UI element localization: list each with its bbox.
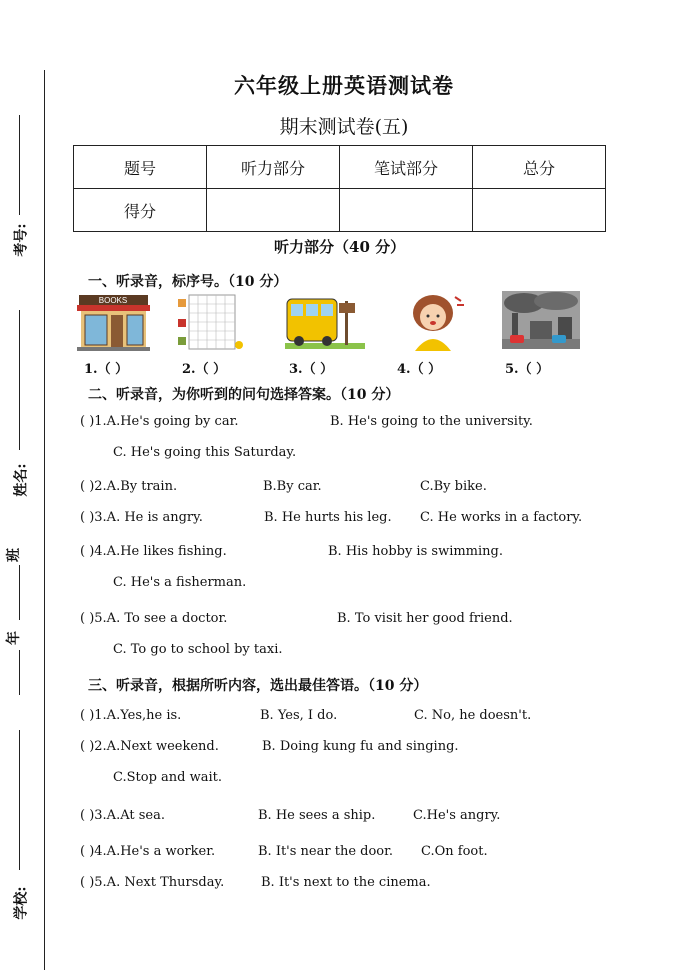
s2-q1-option-c[interactable]: C. He's going this Saturday.: [113, 445, 297, 460]
s3-q1-option-b[interactable]: B. Yes, I do.: [260, 708, 338, 723]
table-header-cell: 题号: [74, 146, 207, 189]
section1-title: 一、听录音，标序号。（10 分）: [88, 274, 288, 290]
picture-number-3: 3.（ ）: [289, 362, 334, 377]
score-cell[interactable]: [207, 189, 340, 232]
s3-q5-option-b[interactable]: B. It's next to the cinema.: [261, 875, 431, 890]
table-header-cell: 笔试部分: [340, 146, 473, 189]
s3-q4-option-a[interactable]: ( )4.A.He's a worker.: [80, 844, 216, 859]
s2-q5-option-b[interactable]: B. To visit her good friend.: [337, 611, 513, 626]
s2-q5-option-c[interactable]: C. To go to school by taxi.: [113, 642, 283, 657]
s2-q2-option-c[interactable]: C.By bike.: [420, 479, 487, 494]
sick-girl-picture: [405, 291, 467, 351]
s3-q2-option-a[interactable]: ( )2.A.Next weekend.: [80, 739, 219, 754]
bus-stop-picture: [285, 291, 365, 351]
picture-number-5: 5.（ ）: [505, 362, 550, 377]
page-subtitle: 期末测试卷(五): [279, 116, 409, 138]
s2-q4-option-c[interactable]: C. He's a fisherman.: [113, 575, 247, 590]
s2-q5-option-a[interactable]: ( )5.A. To see a doctor.: [80, 611, 228, 626]
s2-q3-option-a[interactable]: ( )3.A. He is angry.: [80, 510, 203, 525]
s3-q2-option-b[interactable]: B. Doing kung fu and singing.: [262, 739, 459, 754]
grade-blank[interactable]: [19, 650, 20, 695]
s3-q5-option-a[interactable]: ( )5.A. Next Thursday.: [80, 875, 225, 890]
s3-q1-option-a[interactable]: ( )1.A.Yes,he is.: [80, 708, 182, 723]
class-label: 班: [6, 548, 22, 562]
score-table: [73, 145, 606, 232]
name-blank[interactable]: [19, 310, 20, 450]
s2-q2-option-b[interactable]: B.By car.: [263, 479, 322, 494]
s3-q2-option-c[interactable]: C.Stop and wait.: [113, 770, 222, 785]
word-puzzle-picture: [177, 291, 243, 351]
s3-q3-option-c[interactable]: C.He's angry.: [413, 808, 501, 823]
binding-line: [44, 70, 45, 970]
s2-q4-option-a[interactable]: ( )4.A.He likes fishing.: [80, 544, 227, 559]
s3-q3-option-b[interactable]: B. He sees a ship.: [258, 808, 376, 823]
factory-pollution-picture: [502, 291, 580, 351]
name-label: 姓名:: [13, 463, 30, 497]
table-header-cell: 听力部分: [207, 146, 340, 189]
listening-title: 听力部分（40 分）: [274, 238, 406, 256]
s3-q1-option-c[interactable]: C. No, he doesn't.: [414, 708, 532, 723]
s2-q3-option-b[interactable]: B. He hurts his leg.: [264, 510, 392, 525]
section2-title: 二、听录音，为你听到的问句选择答案。（10 分）: [88, 387, 400, 403]
s2-q3-option-c[interactable]: C. He works in a factory.: [420, 510, 583, 525]
exam-number-label: 考号:: [13, 223, 30, 257]
school-label: 学校:: [13, 886, 30, 920]
school-blank[interactable]: [19, 730, 20, 870]
picture-number-1: 1.（ ）: [84, 362, 129, 377]
bookstore-picture: [77, 291, 150, 351]
bookstore-sign: BOOKS: [98, 296, 128, 305]
s2-q1-option-a[interactable]: ( )1.A.He's going by car.: [80, 414, 239, 429]
grade-label: 年: [6, 631, 22, 645]
score-row-label: 得分: [74, 189, 207, 232]
s3-q4-option-b[interactable]: B. It's near the door.: [258, 844, 394, 859]
s2-q4-option-b[interactable]: B. His hobby is swimming.: [328, 544, 503, 559]
section3-title: 三、听录音，根据所听内容，选出最佳答语。（10 分）: [88, 678, 428, 694]
score-cell[interactable]: [473, 189, 606, 232]
page-title: 六年级上册英语测试卷: [234, 73, 454, 98]
table-row: [74, 146, 606, 189]
score-cell[interactable]: [340, 189, 473, 232]
picture-number-2: 2.（ ）: [182, 362, 227, 377]
s3-q4-option-c[interactable]: C.On foot.: [421, 844, 488, 859]
table-header-cell: 总分: [473, 146, 606, 189]
s2-q1-option-b[interactable]: B. He's going to the university.: [330, 414, 533, 429]
table-row: [74, 189, 606, 232]
class-blank[interactable]: [19, 565, 20, 620]
s2-q2-option-a[interactable]: ( )2.A.By train.: [80, 479, 178, 494]
s3-q3-option-a[interactable]: ( )3.A.At sea.: [80, 808, 165, 823]
picture-number-4: 4.（ ）: [397, 362, 442, 377]
